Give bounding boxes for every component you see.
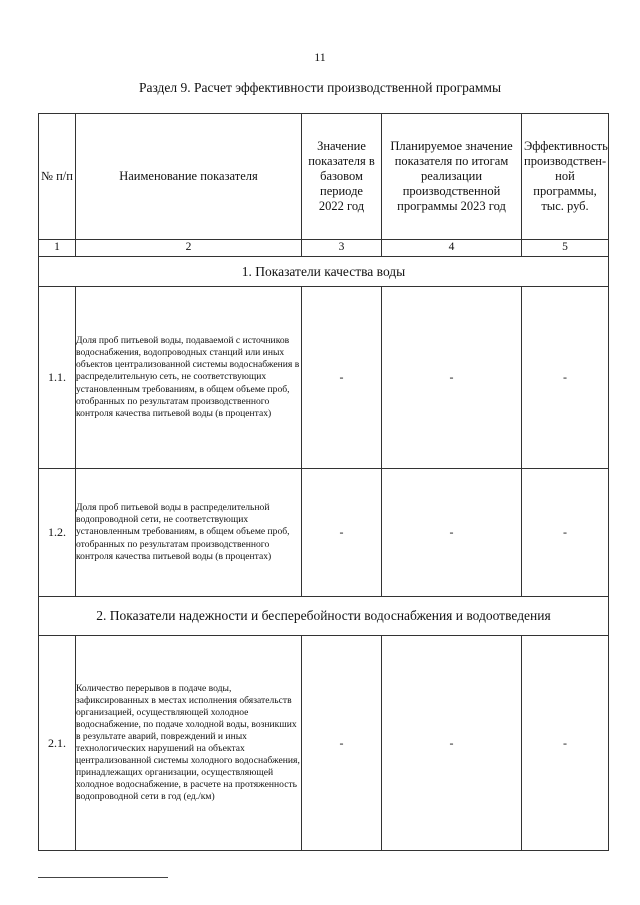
efficiency-table bbox=[38, 113, 609, 851]
header-base-value: Значение показателя в базовом периоде 2022 год bbox=[302, 114, 382, 240]
row-number: 1.2. bbox=[39, 469, 76, 597]
row-base-value: - bbox=[302, 469, 382, 597]
row-base-value: - bbox=[302, 287, 382, 469]
column-number: 2 bbox=[76, 240, 302, 257]
row-indicator-name: Доля проб питьевой воды в распределительной водопроводной сети, не соответствующих установленным требованиям, в общем объеме проб, отобранных по результатам производственного контроля качества питьевой воды (в процентах) bbox=[76, 469, 302, 597]
column-number: 4 bbox=[382, 240, 522, 257]
section-row bbox=[39, 257, 609, 287]
column-number: 3 bbox=[302, 240, 382, 257]
header-planned-value: Планируемое значение показателя по итогам реализации производственной программы 2023 год bbox=[382, 114, 522, 240]
table-row bbox=[39, 287, 609, 469]
row-planned-value: - bbox=[382, 469, 522, 597]
column-number: 1 bbox=[39, 240, 76, 257]
section-heading-water-quality: 1. Показатели качества воды bbox=[39, 257, 609, 287]
row-efficiency-value: - bbox=[522, 636, 609, 851]
row-planned-value: - bbox=[382, 287, 522, 469]
column-number: 5 bbox=[522, 240, 609, 257]
row-efficiency-value: - bbox=[522, 287, 609, 469]
row-base-value: - bbox=[302, 636, 382, 851]
section-title: Раздел 9. Расчет эффективности производственной программы bbox=[138, 80, 502, 95]
page-number: 11 bbox=[314, 50, 326, 64]
header-indicator-name: Наименование показателя bbox=[76, 114, 302, 240]
row-efficiency-value: - bbox=[522, 469, 609, 597]
header-efficiency: Эффективность производствен-ной программы, тыс. руб. bbox=[522, 114, 609, 240]
column-number-row bbox=[39, 240, 609, 257]
section-heading-reliability: 2. Показатели надежности и бесперебойности водоснабжения и водоотведения bbox=[39, 597, 609, 636]
table-header-row bbox=[39, 114, 609, 240]
row-indicator-name: Доля проб питьевой воды, подаваемой с источников водоснабжения, водопроводных станций или иных объектов централизованной системы водоснабжения в распределительную сеть, не соответствующих установленным требованиям, в общем объеме проб, отобранных по результатам производственного контроля качества питьевой воды (в процентах) bbox=[76, 287, 302, 469]
row-number: 1.1. bbox=[39, 287, 76, 469]
row-number: 2.1. bbox=[39, 636, 76, 851]
footnote-separator bbox=[38, 877, 168, 878]
row-indicator-name: Количество перерывов в подаче воды, зафиксированных в местах исполнения обязательств организацией, осуществляющей холодное водоснабжение, по подаче холодной воды, возникших в результате аварий, повреждений и иных технологических нарушений на объектах централизованной системы холодного водоснабжения, принадлежащих организации, осуществляющей холодное водоснабжение, в расчете на протяженность водопроводной сети в год (ед./км) bbox=[76, 636, 302, 851]
header-number: № п/п bbox=[39, 114, 76, 240]
table-row bbox=[39, 636, 609, 851]
section-row bbox=[39, 597, 609, 636]
table-row bbox=[39, 469, 609, 597]
row-planned-value: - bbox=[382, 636, 522, 851]
